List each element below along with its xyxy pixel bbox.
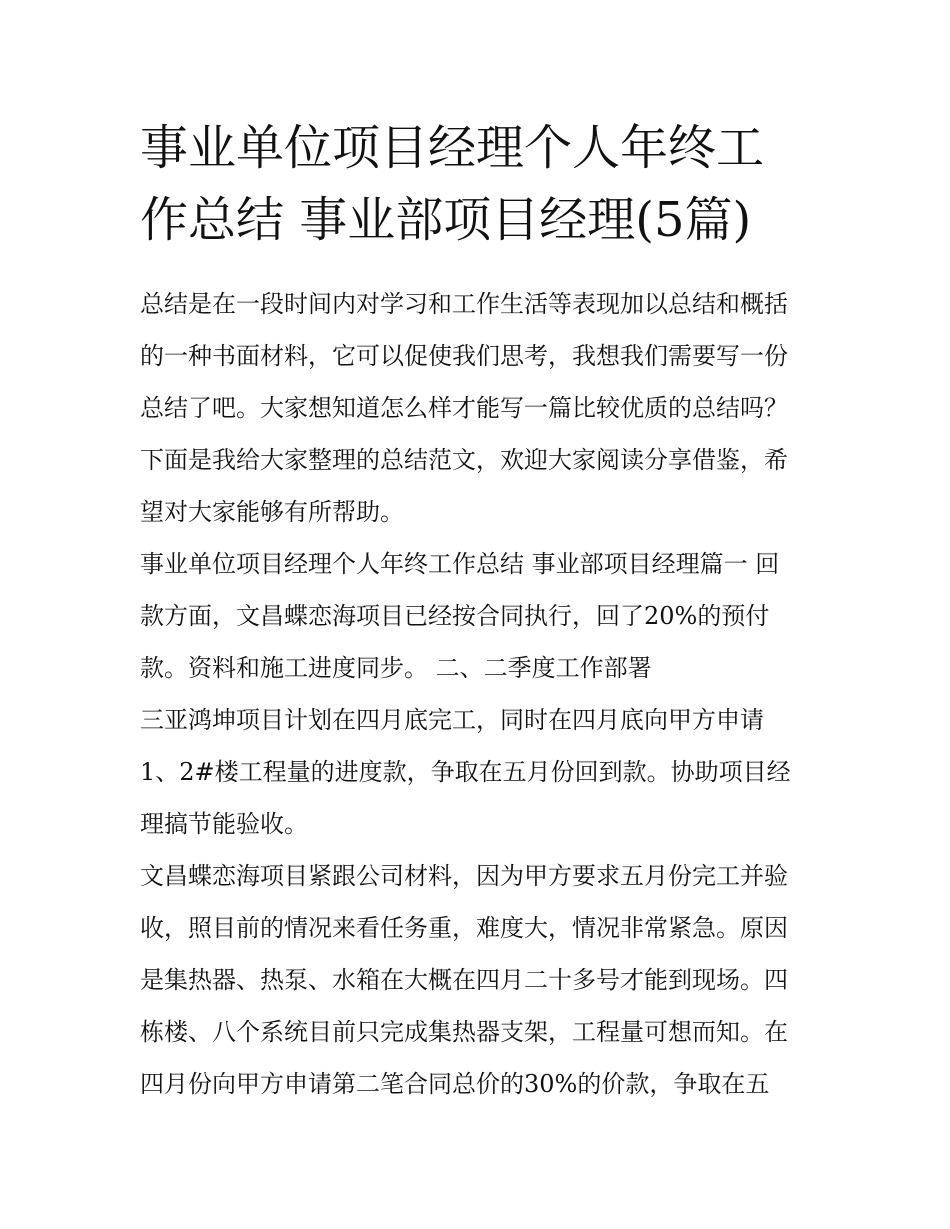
text-line: 是集热器、热泵、水箱在大概在四月二十多号才能到现场。四 <box>140 966 788 994</box>
title-line: 作总结 事业部项目经理(5篇) <box>140 192 752 248</box>
text-line: 收，照目前的情况来看任务重，难度大，情况非常紧急。原因 <box>140 914 788 942</box>
text-line: 望对大家能够有所帮助。 <box>140 498 404 526</box>
text-line: 事业单位项目经理个人年终工作总结 事业部项目经理篇一 回 <box>140 550 780 578</box>
section-one-paragraph <box>140 538 840 694</box>
title-line: 事业单位项目经理个人年终工 <box>140 120 765 176</box>
wenchang-project-paragraph <box>140 850 840 1110</box>
sanya-project-paragraph <box>140 694 840 850</box>
text-line: 总结了吧。大家想知道怎么样才能写一篇比较优质的总结吗？ <box>140 394 788 422</box>
intro-paragraph <box>140 278 840 538</box>
document-body <box>140 278 840 1110</box>
text-line: 栋楼、八个系统目前只完成集热器支架，工程量可想而知。在 <box>140 1018 788 1046</box>
document-title <box>140 112 840 256</box>
text-line: 款。资料和施工进度同步。 二、二季度工作部署 <box>140 654 652 682</box>
text-line: 文昌蝶恋海项目紧跟公司材料，因为甲方要求五月份完工并验 <box>140 862 788 890</box>
text-line: 的一种书面材料，它可以促使我们思考，我想我们需要写一份 <box>140 342 788 370</box>
text-line: 三亚鸿坤项目计划在四月底完工，同时在四月底向甲方申请 <box>140 706 764 734</box>
text-line: 1、2#楼工程量的进度款，争取在五月份回到款。协助项目经 <box>140 758 791 786</box>
text-line: 下面是我给大家整理的总结范文，欢迎大家阅读分享借鉴，希 <box>140 446 788 474</box>
text-line: 四月份向甲方申请第二笔合同总价的30%的价款，争取在五 <box>140 1070 770 1098</box>
text-line: 总结是在一段时间内对学习和工作生活等表现加以总结和概括 <box>140 290 788 318</box>
text-line: 款方面，文昌蝶恋海项目已经按合同执行，回了20%的预付 <box>140 602 770 630</box>
text-line: 理搞节能验收。 <box>140 810 308 838</box>
